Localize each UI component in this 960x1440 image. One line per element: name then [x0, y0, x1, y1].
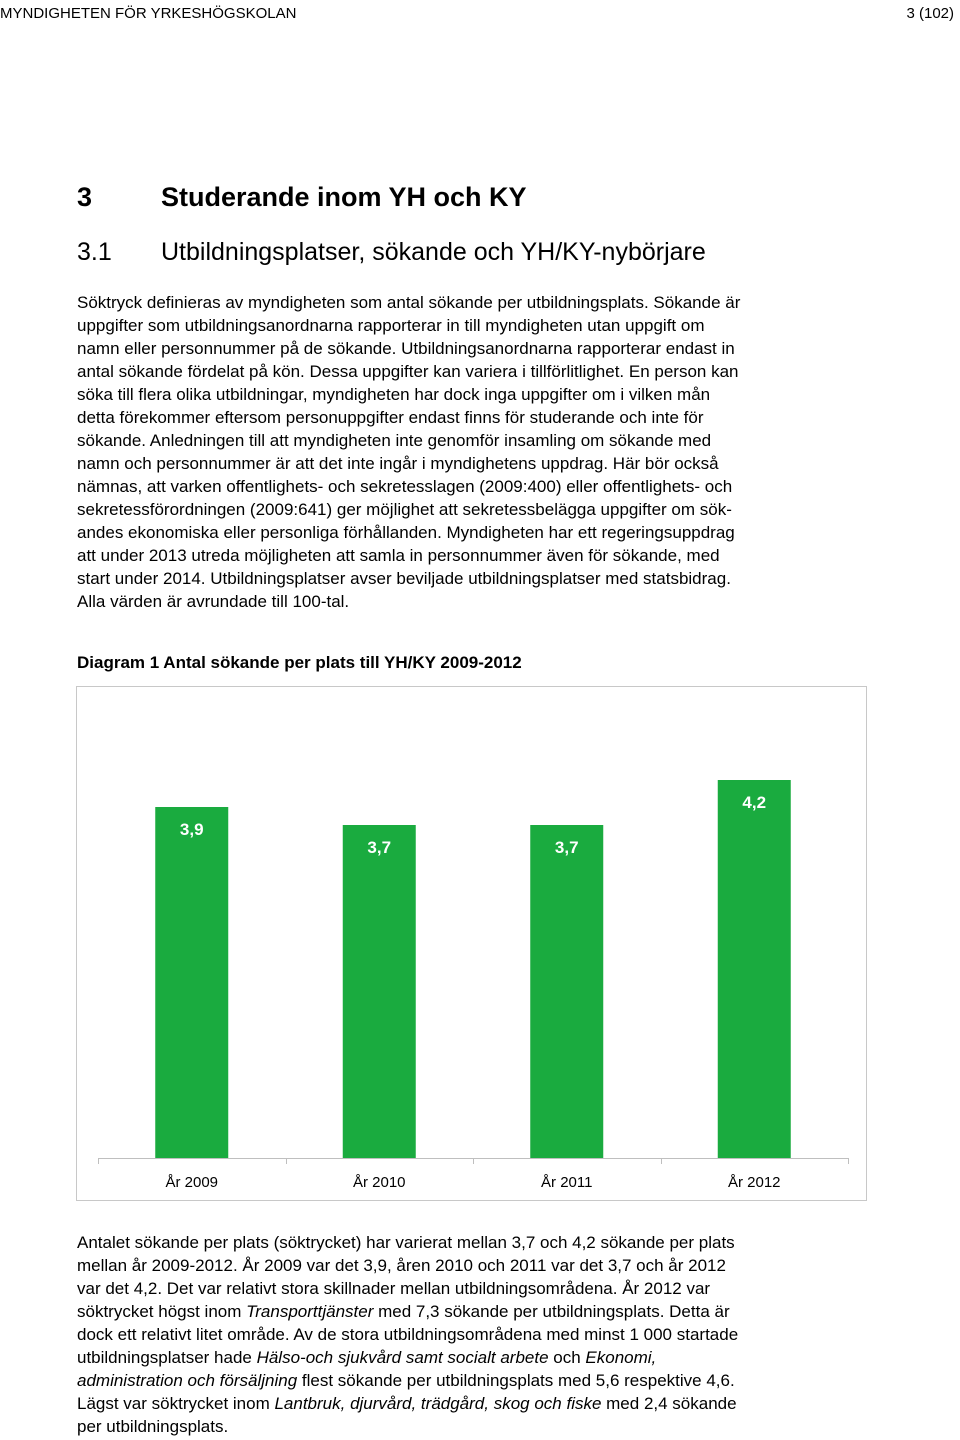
bar [530, 825, 603, 1158]
x-tick-label: År 2010 [352, 1174, 406, 1191]
text-line: söka till flera olika utbildningar, myndigheten har dock inga uppgifter om i vilken mån [77, 385, 711, 404]
text-run: dock ett relativt litet område. Av de stora utbildningsområdena med minst 1 000 startade [77, 1325, 739, 1344]
text-line: antal sökande fördelat på kön. Dessa uppgifter kan variera i tillförlitlighet. En person kan [77, 362, 739, 381]
bar [718, 780, 791, 1158]
bar-value-label: 3,7 [554, 838, 579, 857]
text-line: sekretessförordningen (2009:641) ger möjlighet att sekretessbelägga uppgifter om sök- [77, 500, 732, 519]
bar-value-label: 4,2 [742, 793, 767, 812]
text-line: detta förekommer eftersom personuppgifter endast finns för studerande och inte för [77, 408, 704, 427]
section-number: 3 [77, 182, 93, 212]
section-title: Studerande inom YH och KY [161, 182, 527, 212]
text-line: sökande. Anledningen till att myndigheten inte genomför insamling om sökande med [77, 431, 712, 450]
italic-term: Hälso-och sjukvård samt socialt arbete [256, 1348, 549, 1367]
bar-chart-canvas [77, 687, 866, 1200]
text-line [77, 1254, 867, 1277]
text-run: utbildningsplatser hade [77, 1348, 257, 1367]
section-heading [77, 180, 527, 214]
text-run: flest sökande per utbildningsplats med 5,6 respektive 4,6. [297, 1371, 735, 1390]
text-run: Antalet sökande per plats (söktrycket) har varierat mellan 3,7 och 4,2 sökande per plats [77, 1233, 735, 1252]
text-line [77, 1346, 867, 1369]
text-run: söktrycket högst inom [77, 1302, 247, 1321]
x-tick-label: År 2009 [165, 1174, 219, 1191]
bar [343, 825, 416, 1158]
analysis-paragraph [77, 1231, 867, 1438]
text-line: start under 2014. Utbildningsplatser avser beviljade utbildningsplatser med statsbidrag. [77, 569, 731, 588]
text-run: per utbildningsplats. [77, 1417, 229, 1436]
text-run: och [548, 1348, 586, 1367]
x-tick-label: År 2011 [541, 1174, 593, 1191]
italic-term: administration och försäljning [77, 1371, 298, 1390]
bar [155, 807, 228, 1158]
text-run: med 2,4 sökande [601, 1394, 737, 1413]
bar-value-label: 3,9 [179, 820, 204, 839]
text-run: var det 4,2. Det var relativt stora skillnader mellan utbildningsområdena. År 2012 var [77, 1279, 711, 1298]
italic-term: Lantbruk, djurvård, trädgård, skog och fiske [274, 1394, 602, 1413]
subsection-title: Utbildningsplatser, sökande och YH/KY-nybörjare [161, 238, 706, 266]
bar-value-label: 3,7 [367, 838, 392, 857]
text-line [77, 1323, 867, 1346]
text-line: andes ekonomiska eller personliga förhållanden. Myndigheten har ett regeringsuppdrag [77, 523, 735, 542]
text-line [77, 1231, 867, 1254]
text-line: namn och personnummer är att det inte ingår i myndighetens uppdrag. Här bör också [77, 454, 719, 473]
bar-chart [76, 686, 867, 1201]
text-line: Söktryck definieras av myndigheten som antal sökande per utbildningsplats. Sökande är [77, 293, 741, 312]
text-run: med 7,3 sökande per utbildningsplats. Detta är [373, 1302, 730, 1321]
text-line: uppgifter som utbildningsanordnarna rapporterar in till myndigheten utan uppgift om [77, 316, 705, 335]
page-number: 3 (102) [906, 5, 954, 22]
x-tick-label: År 2012 [727, 1174, 781, 1191]
subsection-heading [77, 236, 706, 268]
text-line [77, 1300, 867, 1323]
text-line: att under 2013 utreda möjligheten att samla in personnummer även för sökande, med [77, 546, 720, 565]
text-line [77, 1277, 867, 1300]
organization-name: MYNDIGHETEN FÖR YRKESHÖGSKOLAN [0, 5, 297, 22]
text-line: nämnas, att varken offentlighets- och sekretesslagen (2009:400) eller offentlighets- och [77, 477, 733, 496]
text-line: namn eller personnummer på de sökande. Utbildningsanordnarna rapporterar endast in [77, 339, 735, 358]
text-line [77, 1369, 867, 1392]
running-header [0, 0, 960, 28]
subsection-number: 3.1 [77, 238, 112, 266]
chart-title: Diagram 1 Antal sökande per plats till YH/KY 2009-2012 [77, 653, 522, 672]
text-run: mellan år 2009-2012. År 2009 var det 3,9, åren 2010 och 2011 var det 3,7 och år 2012 [77, 1256, 726, 1275]
text-run: Lägst var söktrycket inom [77, 1394, 275, 1413]
italic-term: Transporttjänster [246, 1302, 374, 1321]
text-line: Alla värden är avrundade till 100-tal. [77, 592, 350, 611]
intro-paragraph [77, 291, 867, 613]
text-line [77, 1392, 867, 1415]
text-line [77, 1415, 867, 1438]
italic-term: Ekonomi, [585, 1348, 657, 1367]
